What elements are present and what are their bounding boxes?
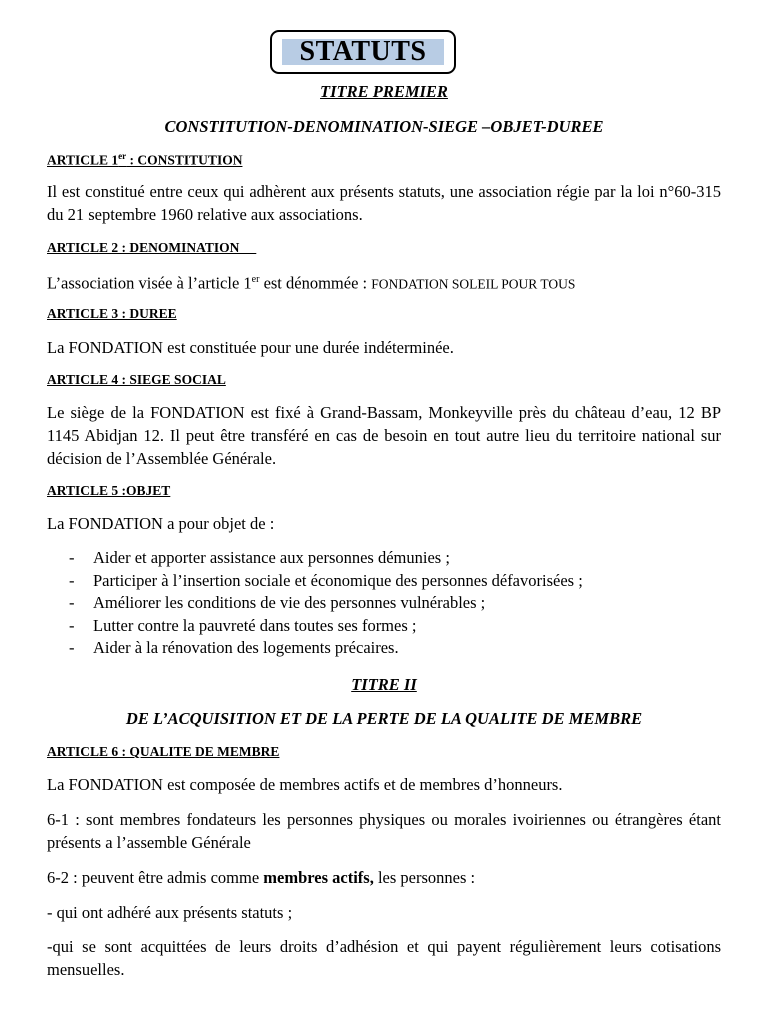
article-6-paragraph-2: 6-1 : sont membres fondateurs les personnes physiques ou morales ivoiriennes ou étrangères étant présents a l’assemble Générale <box>47 810 721 852</box>
document-title: STATUTS <box>299 36 427 67</box>
foundation-name: FONDATION SOLEIL POUR TOUS <box>371 276 576 292</box>
article-2-text <box>47 268 721 296</box>
titre-premier-subtitle: CONSTITUTION-DENOMINATION-SIEGE –OBJET-DUREE <box>164 117 604 136</box>
list-item <box>47 547 721 570</box>
article-4-text: Le siège de la FONDATION est fixé à Grand-Bassam, Monkeyville près du château d’eau, 12 BP 1145 Abidjan 12. Il peut être transféré en cas de besoin en tout autre lieu du territoire national sur décision de l’Assemblée Générale. <box>47 403 721 468</box>
title-fill <box>282 36 444 67</box>
article-6-paragraph-1: La FONDATION est composée de membres actifs et de membres d’honneurs. <box>47 775 563 794</box>
titre-2-subtitle: DE L’ACQUISITION ET DE LA PERTE DE LA QUALITE DE MEMBRE <box>125 709 643 728</box>
article-2-text-prefix: L’association visée à l’article 1 <box>47 273 252 293</box>
list-item <box>47 592 721 615</box>
dash-marker: - <box>69 615 75 635</box>
list-item <box>47 637 721 660</box>
list-item-text: Participer à l’insertion sociale et économique des personnes défavorisées ; <box>93 570 583 590</box>
article-5-list <box>47 547 721 660</box>
article-6-p3-prefix: 6-2 : peuvent être admis comme <box>47 868 264 887</box>
article-1-heading-suffix: : CONSTITUTION <box>126 152 243 168</box>
article-3-heading: ARTICLE 3 : DUREE <box>47 306 177 321</box>
list-item-text: Améliorer les conditions de vie des personnes vulnérables ; <box>93 593 486 612</box>
article-6-heading: ARTICLE 6 : QUALITE DE MEMBRE <box>47 744 280 759</box>
titre-2-label: TITRE II <box>351 675 417 694</box>
list-item-text: Aider et apporter assistance aux personnes démunies ; <box>93 548 450 567</box>
article-1-heading <box>47 151 242 169</box>
article-2-text-middle: est dénommée : <box>259 273 372 293</box>
article-1-text: Il est constitué entre ceux qui adhèrent aux présents statuts, une association régie par la loi n°60-315 du 21 septembre 1960 relative aux associations. <box>47 182 721 224</box>
article-1-heading-sup: er <box>118 151 127 161</box>
list-item <box>47 570 721 593</box>
article-6-p3-bold: membres actifs, <box>263 868 374 887</box>
article-3-text: La FONDATION est constituée pour une durée indéterminée. <box>47 338 454 357</box>
title-box <box>270 30 456 74</box>
article-4-heading: ARTICLE 4 : SIEGE SOCIAL <box>47 372 226 387</box>
article-5-intro: La FONDATION a pour objet de : <box>47 514 275 533</box>
list-item-text: Lutter contre la pauvreté dans toutes ses formes ; <box>93 615 417 635</box>
article-2-text-sup: er <box>251 274 260 285</box>
article-1-heading-prefix: ARTICLE 1 <box>47 152 119 168</box>
article-5-heading: ARTICLE 5 :OBJET <box>47 483 171 498</box>
dash-marker: - <box>69 593 75 612</box>
titre-premier-label: TITRE PREMIER <box>320 82 448 101</box>
article-6-p3-suffix: les personnes : <box>373 868 476 887</box>
list-item-text: Aider à la rénovation des logements précaires. <box>93 638 399 657</box>
article-6-paragraph-4: - qui ont adhéré aux présents statuts ; <box>47 903 293 922</box>
list-item <box>47 615 721 638</box>
dash-marker: - <box>69 570 75 590</box>
dash-marker: - <box>69 548 75 567</box>
article-6-paragraph-5: -qui se sont acquittées de leurs droits d’adhésion et qui payent régulièrement leurs cotisations mensuelles. <box>47 937 721 979</box>
article-6-paragraph-3 <box>47 866 721 889</box>
article-2-heading: ARTICLE 2 : DENOMINATION <box>47 240 257 255</box>
dash-marker: - <box>69 638 75 657</box>
